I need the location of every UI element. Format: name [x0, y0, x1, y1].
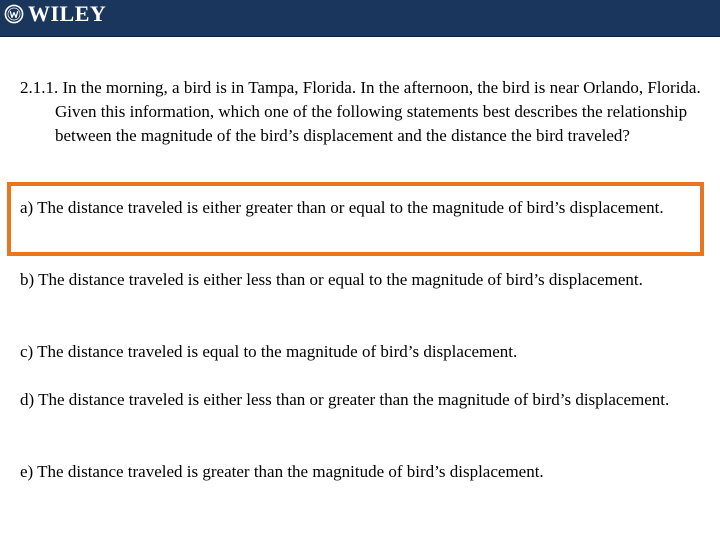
question-text	[20, 76, 720, 148]
answer-option-e	[20, 460, 720, 484]
wiley-seal-icon	[4, 4, 24, 24]
answer-option-a	[20, 196, 720, 220]
answer-letter: b)	[20, 270, 35, 289]
header-bar	[0, 0, 720, 37]
answer-option-d	[20, 388, 720, 412]
answer-text: The distance traveled is either less than or greater than the magnitude of bird’s displacement.	[38, 390, 670, 409]
answer-option-b	[20, 268, 720, 292]
answer-text: The distance traveled is equal to the magnitude of bird’s displacement.	[37, 342, 518, 361]
answer-letter: c)	[20, 342, 34, 361]
question-number: 2.1.1.	[20, 78, 59, 97]
question-body: In the morning, a bird is in Tampa, Florida. In the afternoon, the bird is near Orlando, Florida. Given this information, which one of the following statements best describes the relationship between the magnitude of the bird’s displacement and the distance the bird traveled?	[55, 78, 701, 145]
answer-letter: e)	[20, 462, 34, 481]
answer-text: The distance traveled is greater than the magnitude of bird’s displacement.	[37, 462, 544, 481]
answer-letter: d)	[20, 390, 35, 409]
logo-wordmark: WILEY	[28, 1, 107, 26]
wiley-logo	[4, 2, 106, 26]
answer-text: The distance traveled is either greater than or equal to the magnitude of bird’s displacement.	[37, 198, 664, 217]
answer-letter: a)	[20, 198, 34, 217]
answer-text: The distance traveled is either less than or equal to the magnitude of bird’s displacement.	[38, 270, 643, 289]
answer-option-c	[20, 340, 720, 364]
